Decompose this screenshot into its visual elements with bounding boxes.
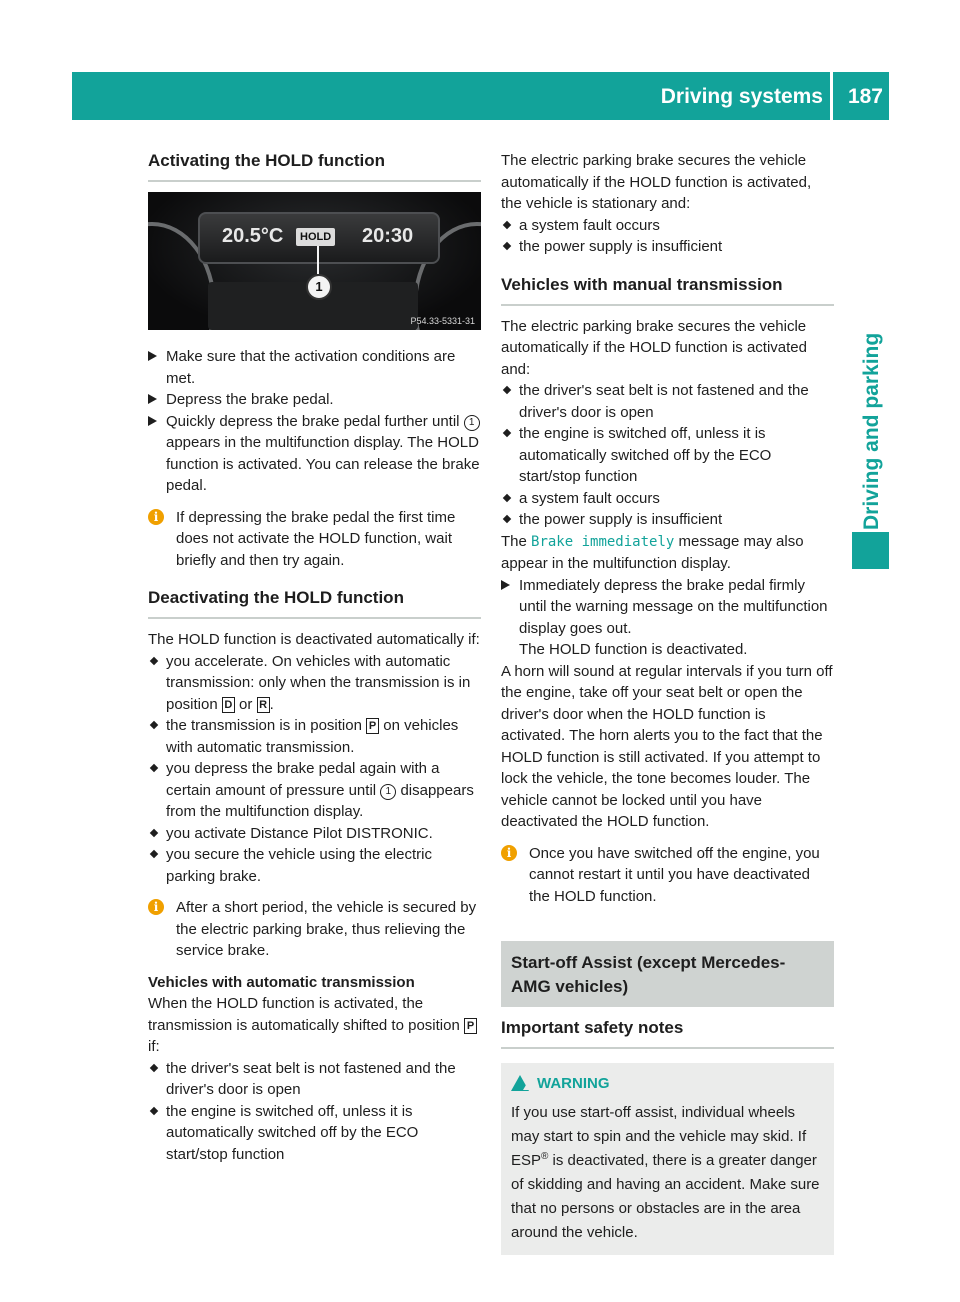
- instrument-cluster-photo: [148, 192, 481, 330]
- step-arrow-icon: [148, 416, 157, 426]
- automatic-heading: Vehicles with automatic transmission: [148, 973, 415, 991]
- bullet-icon: [150, 850, 158, 858]
- manual-heading: Vehicles with manual transmission: [501, 274, 834, 306]
- callout-number: 1: [306, 274, 332, 300]
- bullet-icon: [150, 721, 158, 729]
- warning-triangle-icon: [511, 1075, 529, 1091]
- gear-d-icon: D: [222, 697, 235, 713]
- bullet-item: you secure the vehicle using the electric parking brake.: [148, 844, 481, 887]
- step-arrow-icon: [148, 351, 157, 361]
- bullet-icon: [150, 764, 158, 772]
- warning-title: WARNING: [511, 1073, 824, 1095]
- manual-intro: The electric parking brake secures the vehicle automatically if the HOLD function is activated and:: [501, 317, 807, 378]
- side-tab-label: Driving and parking: [860, 332, 883, 530]
- hold-indicator: HOLD: [296, 228, 335, 246]
- step-arrow-icon: [501, 580, 510, 590]
- step-text: Make sure that the activation conditions are met.: [166, 348, 456, 387]
- bullet-icon: [503, 515, 511, 523]
- left-column: [148, 150, 481, 1165]
- gear-r-icon: R: [257, 697, 270, 713]
- bullet-item: the transmission is in position P on vehicles with automatic transmission.: [148, 715, 481, 758]
- bullet-icon: [503, 386, 511, 394]
- bullet-item: the driver's seat belt is not fastened and the driver's door is open: [148, 1058, 481, 1101]
- bullet-item: the power supply is insufficient: [501, 236, 834, 258]
- horn-text: A horn will sound at regular intervals if you turn off the engine, take off your seat belt or open the driver's door when the HOLD function is activated. The horn alerts you to the fact that the HOLD function is still activated. If you attempt to lock the vehicle, the tone becomes louder. The vehicle cannot be locked until you have deactivated the HOLD function.: [501, 662, 833, 830]
- display-time: 20:30: [362, 225, 414, 247]
- step-arrow-icon: [148, 394, 157, 404]
- step-item: [148, 389, 481, 411]
- step-item: Immediately depress the brake pedal firmly until the warning message on the multifunction display goes out. The HOLD function is deactivated.: [501, 575, 834, 661]
- multifunction-display: [198, 212, 440, 264]
- bullet-icon: [150, 1106, 158, 1114]
- chapter-title: Driving systems: [660, 85, 823, 108]
- bullet-item: a system fault occurs: [501, 488, 834, 510]
- gear-p-icon: P: [366, 718, 379, 734]
- bullet-item: a system fault occurs: [501, 215, 834, 237]
- bullet-icon: [150, 1063, 158, 1071]
- brake-message-text: The Brake immediately message may also appear in the multifunction display.: [501, 532, 804, 572]
- image-code: P54.33-5331-31: [410, 316, 475, 326]
- bullet-item: the engine is switched off, unless it is automatically switched off by the ECO start/stop function: [501, 423, 834, 488]
- step-item: [148, 346, 481, 389]
- page-number: 187: [847, 85, 883, 108]
- bullet-icon: [503, 493, 511, 501]
- bullet-item: you depress the brake pedal again with a certain amount of pressure until 1 disappears from the multifunction display.: [148, 758, 481, 823]
- warning-box: [501, 1063, 834, 1255]
- bullet-icon: [503, 242, 511, 250]
- bullet-item: you accelerate. On vehicles with automatic transmission: only when the transmission is in position D or R .: [148, 651, 481, 716]
- bullet-item: the engine is switched off, unless it is automatically switched off by the ECO start/stop function: [148, 1101, 481, 1166]
- info-icon: i: [501, 845, 517, 861]
- callout-line: [317, 246, 319, 274]
- warning-text: If you use start-off assist, individual wheels may start to spin and the vehicle may skid. If ESP® is deactivated, there is a greater danger of skidding and having an accident. Make sure that no persons or obstacles are in the area around the vehicle.: [511, 1104, 820, 1241]
- info-note: i After a short period, the vehicle is secured by the electric parking brake, thus relieving the service brake.: [148, 897, 481, 962]
- activate-heading: Activating the HOLD function: [148, 150, 481, 182]
- side-tab-marker: [852, 532, 889, 569]
- page-header: [72, 72, 889, 120]
- gear-p-icon: P: [464, 1018, 477, 1034]
- bullet-item: you activate Distance Pilot DISTRONIC.: [148, 823, 481, 845]
- bullet-item: the driver's seat belt is not fastened and the driver's door is open: [501, 380, 834, 423]
- info-icon: i: [148, 509, 164, 525]
- deactivate-intro: The HOLD function is deactivated automatically if:: [148, 631, 480, 648]
- startoff-heading: Start-off Assist (except Mercedes-AMG vehicles): [501, 941, 834, 1007]
- step-text: Depress the brake pedal.: [166, 391, 334, 408]
- info-note: i If depressing the brake pedal the first time does not activate the HOLD function, wait briefly and then try again.: [148, 507, 481, 572]
- bullet-icon: [503, 220, 511, 228]
- safety-heading: Important safety notes: [501, 1017, 834, 1049]
- deactivate-heading: Deactivating the HOLD function: [148, 587, 481, 619]
- callout-1-icon: 1: [380, 784, 396, 800]
- epb-intro: The electric parking brake secures the vehicle automatically if the HOLD function is activated, the vehicle is stationary and:: [501, 152, 812, 212]
- bullet-icon: [503, 429, 511, 437]
- right-column: [501, 150, 834, 1255]
- display-temperature: 20.5°C: [222, 225, 284, 247]
- callout-1-icon: 1: [464, 415, 480, 431]
- automatic-text: When the HOLD function is activated, the transmission is automatically shifted to position P if:: [148, 993, 481, 1058]
- step-item: [148, 411, 481, 497]
- bullet-icon: [150, 828, 158, 836]
- display-message: Brake immediately: [531, 533, 675, 550]
- bullet-icon: [150, 656, 158, 664]
- info-icon: i: [148, 899, 164, 915]
- info-note: i Once you have switched off the engine, you cannot restart it until you have deactivated the HOLD function.: [501, 843, 834, 908]
- header-divider: [830, 72, 833, 120]
- step-text: Quickly depress the brake pedal further until 1 appears in the multifunction display. The HOLD function is activated. You can release the brake pedal.: [166, 412, 480, 494]
- bullet-item: the power supply is insufficient: [501, 509, 834, 531]
